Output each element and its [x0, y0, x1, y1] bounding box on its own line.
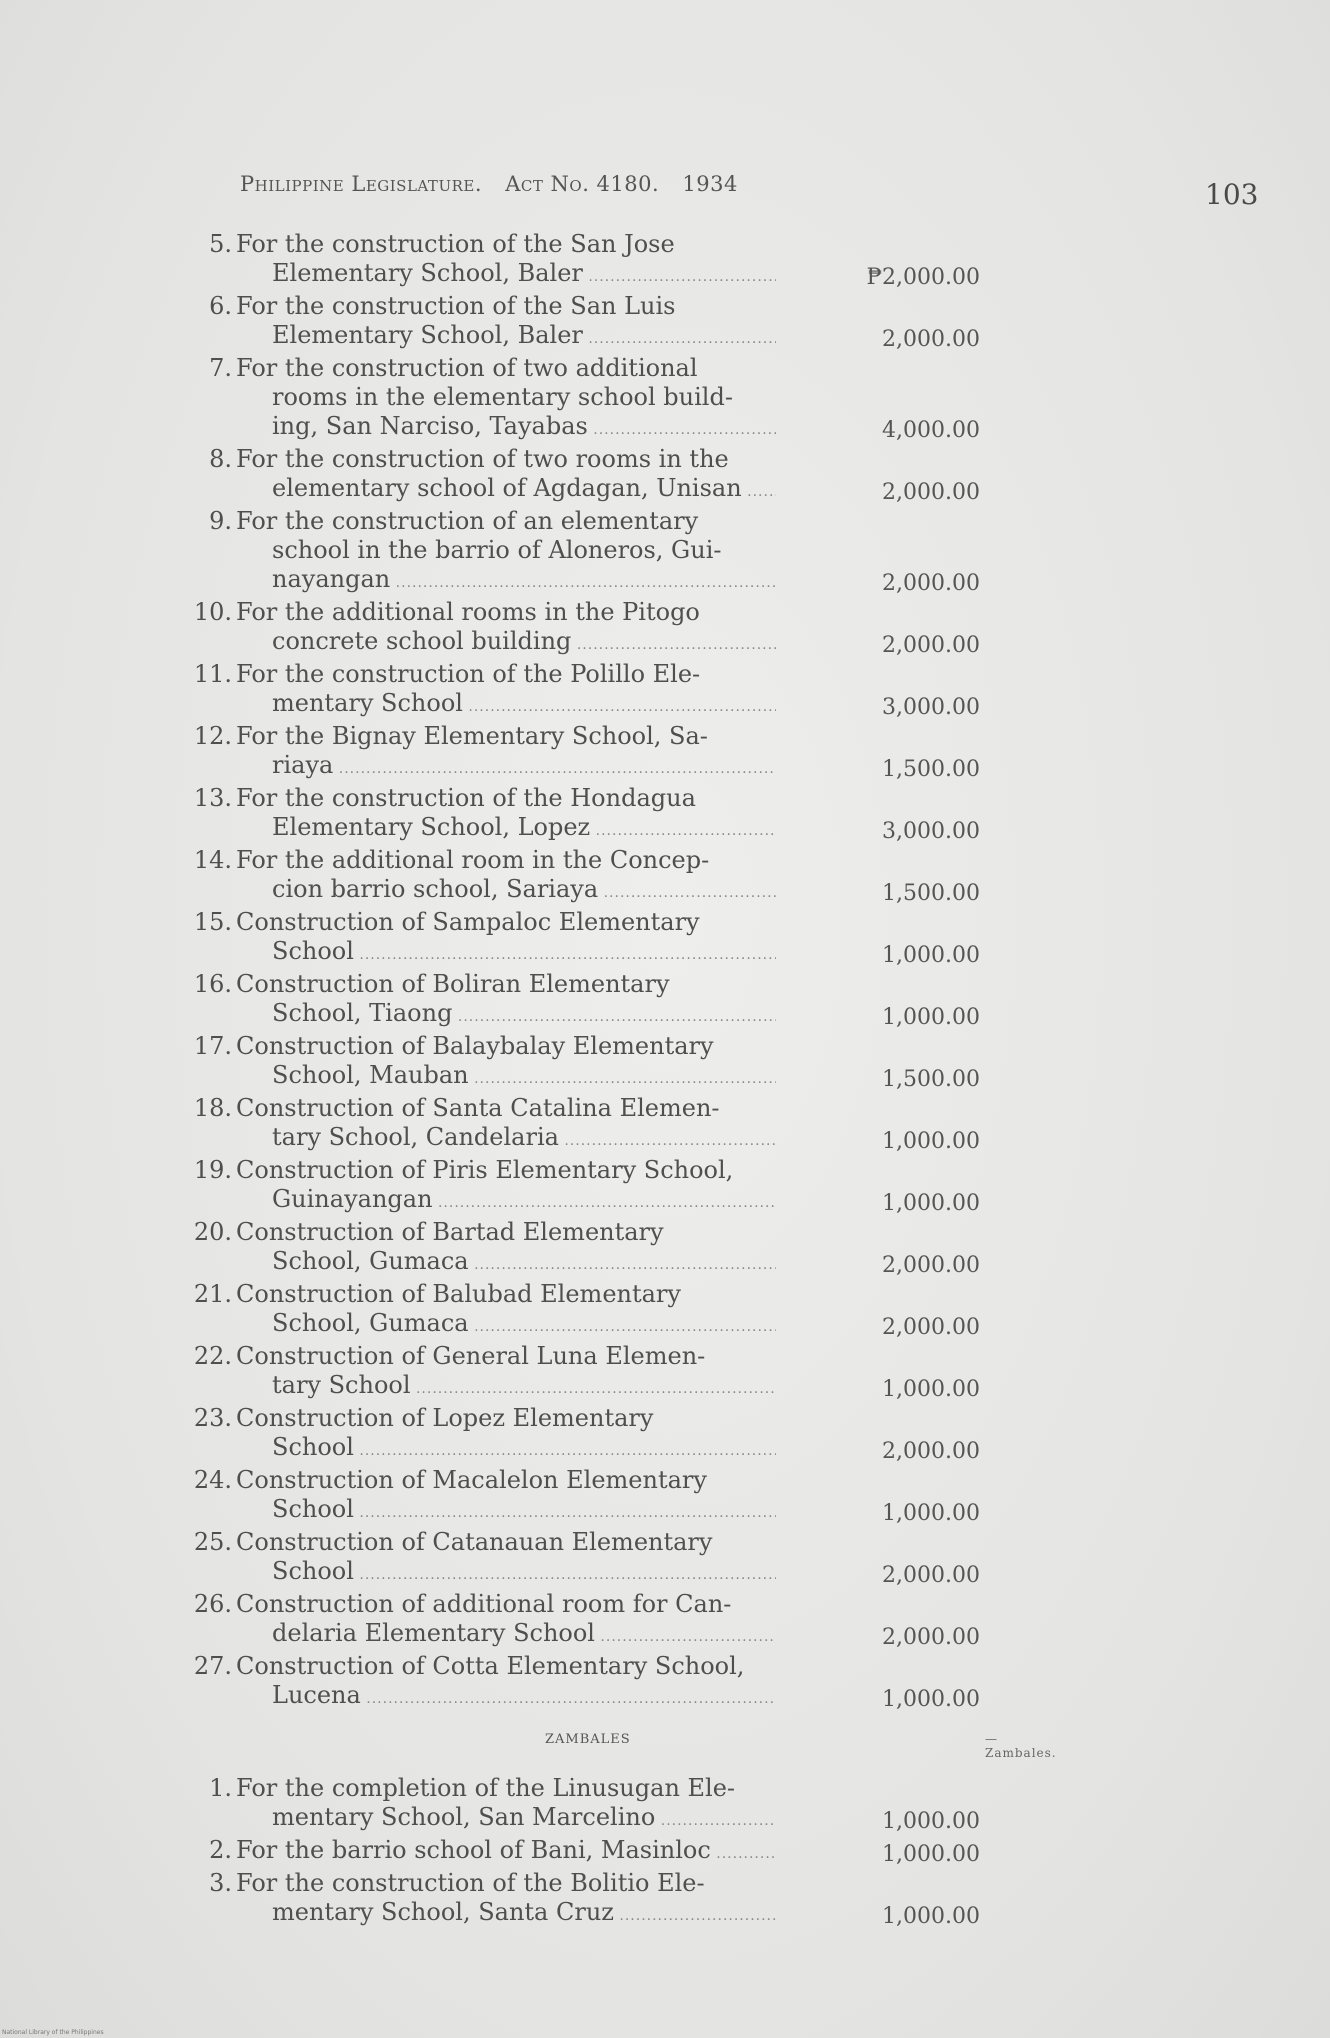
item-number: 2. [209, 1836, 232, 1864]
item-number: 13. [193, 784, 232, 812]
item-line: Construction of Catanauan Elementary [236, 1528, 713, 1556]
list-item [180, 598, 980, 660]
item-description [236, 784, 776, 846]
item-amount: 1,000.00 [882, 1377, 980, 1402]
margin-note: —Zambales. [985, 1732, 1057, 1760]
item-line: For the construction of the San Luis [236, 292, 676, 320]
item-line: Construction of Lopez Elementary [236, 1404, 654, 1432]
list-item [180, 1528, 980, 1590]
item-description [236, 598, 776, 660]
item-number: 14. [193, 846, 232, 874]
item-line: tary School, Candelaria ..... [236, 1123, 776, 1156]
item-line: For the construction of two additional [236, 354, 698, 382]
section-title: ZAMBALES [545, 1732, 631, 1747]
item-number: 17. [193, 1032, 232, 1060]
section-heading [180, 1724, 1057, 1760]
appropriation-list [180, 230, 1057, 1931]
item-line: For the additional rooms in the Pitogo [236, 598, 700, 626]
item-line: For the construction of two rooms in the [236, 445, 729, 473]
item-number: 5. [209, 230, 232, 258]
item-number: 23. [193, 1404, 232, 1432]
item-number: 15. [193, 908, 232, 936]
item-number: 21. [193, 1280, 232, 1308]
item-line: Construction of Cotta Elementary School, [236, 1652, 745, 1680]
item-line: Lucena ..... [236, 1681, 776, 1714]
item-number: 16. [193, 970, 232, 998]
item-amount: 3,000.00 [882, 695, 980, 720]
item-line: Construction of Macalelon Elementary [236, 1466, 707, 1494]
list-item [180, 445, 980, 507]
item-amount: 2,000.00 [882, 1563, 980, 1588]
header-legislature: Philippine Legislature. [240, 172, 483, 196]
item-line: nayangan ..... [236, 565, 776, 598]
list-item [180, 1590, 980, 1652]
item-line: Construction of Piris Elementary School, [236, 1156, 734, 1184]
item-amount: 1,500.00 [882, 757, 980, 782]
list-item [180, 1342, 980, 1404]
item-line: School, Gumaca ..... [236, 1309, 776, 1342]
page-number: 103 [1205, 178, 1259, 211]
item-line: For the construction of the Bolitio Ele- [236, 1869, 705, 1897]
item-amount: 1,000.00 [882, 1904, 980, 1929]
list-item [180, 970, 980, 1032]
item-description [236, 507, 776, 598]
list-item [180, 1218, 980, 1280]
item-description [236, 970, 776, 1032]
item-description [236, 908, 776, 970]
item-number: 19. [193, 1156, 232, 1184]
item-line: riaya ..... [236, 751, 776, 784]
item-description [236, 660, 776, 722]
item-amount: 2,000.00 [882, 633, 980, 658]
item-description [236, 1280, 776, 1342]
item-amount: 3,000.00 [882, 819, 980, 844]
item-line: Construction of Balubad Elementary [236, 1280, 681, 1308]
list-item [180, 908, 980, 970]
item-amount: 2,000.00 [882, 1253, 980, 1278]
item-description [236, 445, 776, 507]
item-amount: 1,500.00 [882, 881, 980, 906]
item-description [236, 292, 776, 354]
item-amount: 2,000.00 [882, 1625, 980, 1650]
item-amount: 1,000.00 [882, 943, 980, 968]
item-line: For the construction of the San Jose [236, 230, 675, 258]
item-line: For the construction of an elementary [236, 507, 699, 535]
item-description [236, 1156, 776, 1218]
item-description [236, 722, 776, 784]
list-item [180, 1280, 980, 1342]
list-item [180, 1032, 980, 1094]
item-line: school in the barrio of Aloneros, Gui- [272, 536, 722, 564]
item-line: For the barrio school of Bani, Masinloc ..... [236, 1836, 776, 1869]
item-amount: 1,000.00 [882, 1191, 980, 1216]
list-item [180, 660, 980, 722]
item-description [236, 1094, 776, 1156]
item-amount: 1,000.00 [882, 1501, 980, 1526]
item-line: School ..... [236, 937, 776, 970]
item-line: Construction of additional room for Can- [236, 1590, 732, 1618]
item-amount: 1,000.00 [882, 1842, 980, 1867]
item-line: Elementary School, Lopez ..... [236, 813, 776, 846]
item-description [236, 1342, 776, 1404]
item-line: rooms in the elementary school build- [272, 383, 733, 411]
item-description [236, 1466, 776, 1528]
item-amount: 2,000.00 [882, 1439, 980, 1464]
item-number: 26. [193, 1590, 232, 1618]
item-amount: 2,000.00 [882, 480, 980, 505]
item-line: For the construction of the Polillo Ele- [236, 660, 701, 688]
item-amount: 1,500.00 [882, 1067, 980, 1092]
list-item [180, 1466, 980, 1528]
item-amount: 2,000.00 [882, 1315, 980, 1340]
item-line: cion barrio school, Sariaya ..... [236, 875, 776, 908]
running-header [240, 172, 754, 196]
item-amount: 4,000.00 [882, 418, 980, 443]
item-line: For the construction of the Hondagua [236, 784, 696, 812]
item-line: Elementary School, Baler ..... [236, 259, 776, 292]
header-act: Act No. 4180. [505, 172, 660, 196]
item-line: Construction of General Luna Elemen- [236, 1342, 706, 1370]
footer-note: National Library of the Philippines [2, 2029, 104, 2036]
item-description [236, 1218, 776, 1280]
item-description [236, 1404, 776, 1466]
appropriation-list-tayabas [180, 230, 980, 1714]
item-amount: ₱2,000.00 [866, 265, 980, 290]
list-item [180, 1404, 980, 1466]
item-line: mentary School ..... [236, 689, 776, 722]
item-line: mentary School, Santa Cruz ..... [236, 1898, 776, 1931]
item-number: 8. [209, 445, 232, 473]
list-item [180, 1836, 980, 1869]
item-line: Construction of Sampaloc Elementary [236, 908, 700, 936]
item-number: 10. [193, 598, 232, 626]
appropriation-list-zambales [180, 1774, 980, 1931]
item-number: 20. [193, 1218, 232, 1246]
list-item [180, 292, 980, 354]
item-description [236, 1652, 776, 1714]
item-number: 11. [193, 660, 232, 688]
item-description [236, 1528, 776, 1590]
item-description [236, 1836, 776, 1869]
item-description [236, 846, 776, 908]
list-item [180, 846, 980, 908]
item-line: Construction of Bartad Elementary [236, 1218, 664, 1246]
item-line: concrete school building ..... [236, 627, 776, 660]
item-line: For the Bignay Elementary School, Sa- [236, 722, 708, 750]
item-description [236, 1590, 776, 1652]
header-year: 1934 [682, 172, 738, 196]
item-line: Construction of Balaybalay Elementary [236, 1032, 714, 1060]
item-line: mentary School, San Marcelino ..... [236, 1803, 776, 1836]
item-line: School ..... [236, 1495, 776, 1528]
list-item [180, 507, 980, 598]
list-item [180, 354, 980, 445]
item-amount: 1,000.00 [882, 1129, 980, 1154]
item-number: 22. [193, 1342, 232, 1370]
item-number: 9. [209, 507, 232, 535]
item-line: elementary school of Agdagan, Unisan ..... [236, 474, 776, 507]
item-line: Construction of Boliran Elementary [236, 970, 670, 998]
list-item [180, 784, 980, 846]
list-item [180, 1094, 980, 1156]
item-number: 18. [193, 1094, 232, 1122]
item-amount: 2,000.00 [882, 571, 980, 596]
list-item [180, 230, 980, 292]
list-item [180, 722, 980, 784]
item-line: For the additional room in the Concep- [236, 846, 710, 874]
item-number: 1. [209, 1774, 232, 1802]
item-line: School, Gumaca ..... [236, 1247, 776, 1280]
item-line: tary School ..... [236, 1371, 776, 1404]
item-line: School, Mauban ..... [236, 1061, 776, 1094]
item-line: delaria Elementary School ..... [236, 1619, 776, 1652]
list-item [180, 1869, 980, 1931]
item-number: 25. [193, 1528, 232, 1556]
item-amount: 1,000.00 [882, 1005, 980, 1030]
item-line: School, Tiaong ..... [236, 999, 776, 1032]
item-number: 6. [209, 292, 232, 320]
item-number: 3. [209, 1869, 232, 1897]
item-line: Construction of Santa Catalina Elemen- [236, 1094, 720, 1122]
item-line: For the completion of the Linusugan Ele- [236, 1774, 736, 1802]
item-line: Elementary School, Baler ..... [236, 321, 776, 354]
list-item [180, 1774, 980, 1836]
item-description [236, 354, 776, 445]
item-description [236, 1774, 776, 1836]
item-line: School ..... [236, 1557, 776, 1590]
item-description [236, 1869, 776, 1931]
item-line: Guinayangan ..... [236, 1185, 776, 1218]
item-line: School ..... [236, 1433, 776, 1466]
item-description [236, 1032, 776, 1094]
item-amount: 2,000.00 [882, 327, 980, 352]
list-item [180, 1156, 980, 1218]
item-amount: 1,000.00 [882, 1809, 980, 1834]
item-number: 12. [193, 722, 232, 750]
item-amount: 1,000.00 [882, 1687, 980, 1712]
item-line: ing, San Narciso, Tayabas ..... [236, 412, 776, 445]
item-number: 7. [209, 354, 232, 382]
item-number: 24. [193, 1466, 232, 1494]
item-number: 27. [193, 1652, 232, 1680]
item-description [236, 230, 776, 292]
list-item [180, 1652, 980, 1714]
